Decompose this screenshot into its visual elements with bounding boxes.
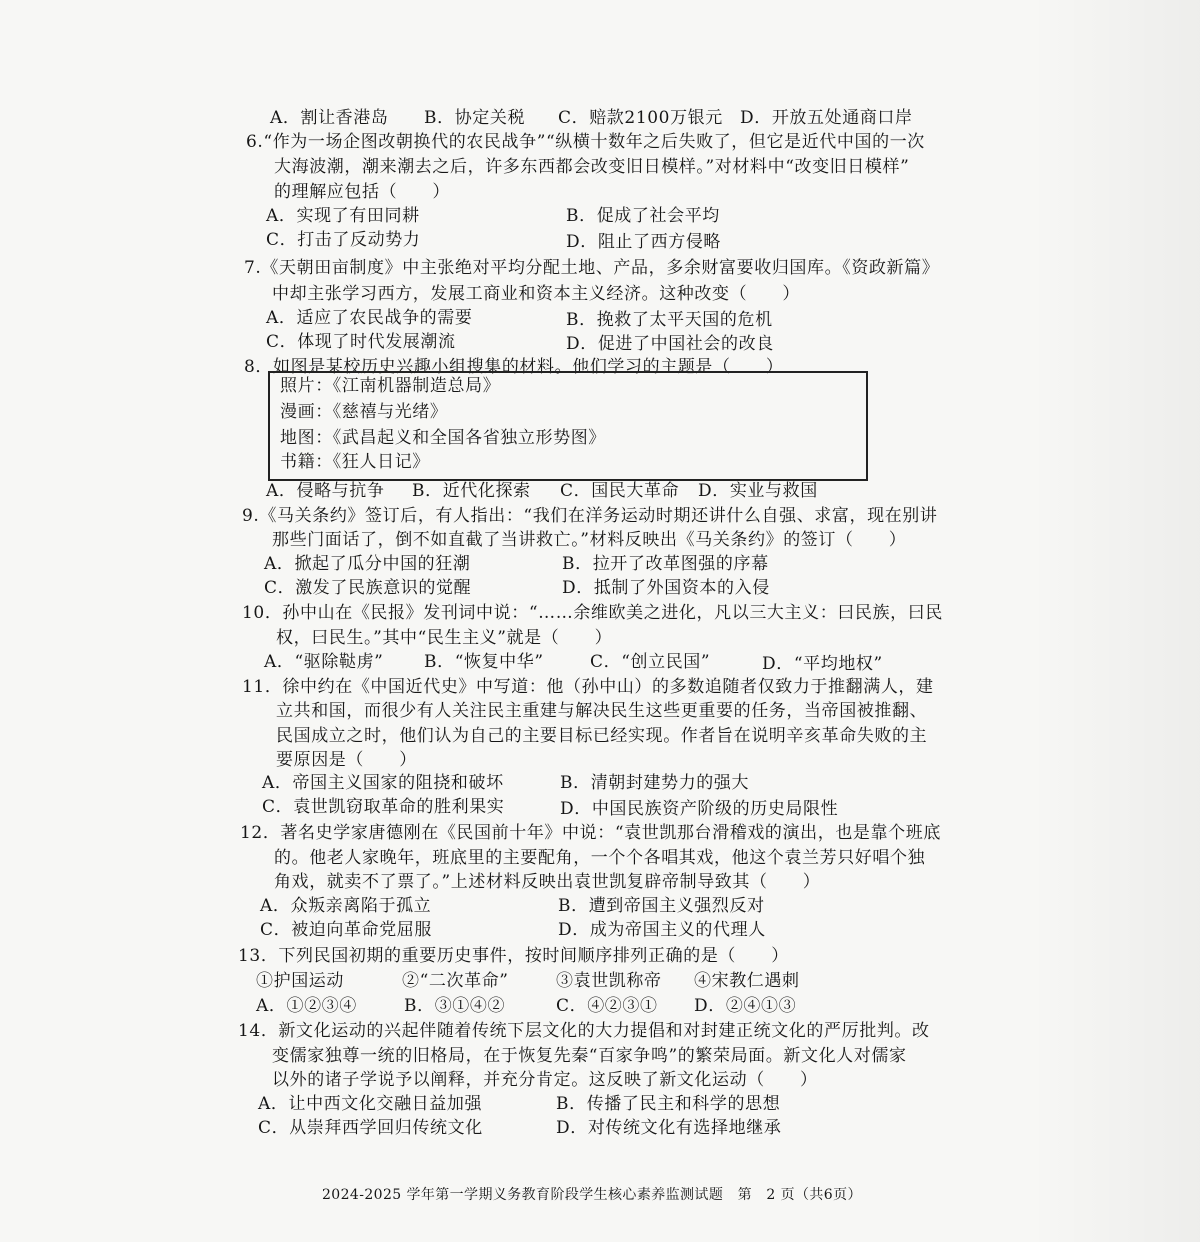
q12-stem-line-2: 的。他老人家晚年，班底里的主要配角，一个个各唱其戏，他这个袁兰芳只好唱个独 [274, 848, 926, 868]
q11-option-d: D．中国民族资产阶级的历史局限性 [560, 799, 839, 819]
q12-stem-line-1: 12．著名史学家唐德刚在《民国前十年》中说：“袁世凯那台滑稽戏的演出，也是靠个班底 [240, 823, 941, 843]
q13-event-2: ②“二次革命” [402, 971, 509, 991]
q11-stem-line-4: 要原因是（ ） [276, 750, 417, 770]
q14-stem-line-2: 变儒家独尊一统的旧格局，在于恢复先秦“百家争鸣”的繁荣局面。新文化人对儒家 [272, 1046, 907, 1066]
q10-option-b: B．“恢复中华” [424, 652, 544, 672]
q11-option-a: A．帝国主义国家的阻挠和破坏 [262, 773, 504, 793]
q12-stem-line-3: 角戏，就卖不了票了。”上述材料反映出袁世凯复辟帝制导致其（ ） [274, 872, 821, 892]
q10-option-c: C．“创立民国” [590, 652, 711, 672]
q13-option-b: B．③①④② [404, 996, 506, 1016]
q10-stem-line-2: 权，曰民生。”其中“民生主义”就是（ ） [276, 628, 613, 648]
q8-material-map: 地图：《武昌起义和全国各省独立形势图》 [280, 428, 606, 448]
q6-option-d: D．阻止了西方侵略 [566, 232, 722, 252]
q11-stem-line-1: 11．徐中约在《中国近代史》中写道：他（孙中山）的多数追随者仅致力于推翻满人，建 [242, 677, 934, 697]
q9-option-b: B．拉开了改革图强的序幕 [562, 554, 769, 574]
q8-material-cartoon: 漫画：《慈禧与光绪》 [280, 402, 448, 422]
q6-option-b: B．促成了社会平均 [566, 206, 720, 226]
q7-option-c: C．体现了时代发展潮流 [266, 332, 456, 352]
q8-option-c: C．国民大革命 [560, 481, 680, 501]
q11-option-c: C．袁世凯窃取革命的胜利果实 [262, 797, 505, 817]
q8-option-a: A．侵略与抗争 [266, 481, 385, 501]
q6-option-a: A．实现了有田同耕 [266, 206, 420, 226]
q5-option-c: C．赔款2100万银元 [558, 108, 723, 128]
q13-event-4: ④宋教仁遇刺 [694, 971, 800, 991]
q12-option-a: A．众叛亲离陷于孤立 [260, 896, 432, 916]
q8-option-b: B．近代化探索 [412, 481, 531, 501]
q8-material-book: 书籍：《狂人日记》 [280, 452, 430, 472]
q10-option-a: A．“驱除鞑虏” [264, 652, 384, 672]
q7-option-b: B．挽救了太平天国的危机 [566, 310, 773, 330]
q5-option-d: D．开放五处通商口岸 [740, 108, 913, 128]
q8-stem: 8．如图是某校历史兴趣小组搜集的材料。他们学习的主题是（ ） [244, 357, 784, 377]
q7-option-d: D．促进了中国社会的改良 [566, 334, 774, 354]
q14-option-b: B．传播了民主和科学的思想 [556, 1094, 781, 1114]
page-shadow [1030, 0, 1200, 1242]
q5-option-a: A．割让香港岛 [270, 108, 389, 128]
q9-option-d: D．抵制了外国资本的入侵 [562, 578, 770, 598]
q11-option-b: B．清朝封建势力的强大 [560, 773, 750, 793]
q9-option-c: C．激发了民族意识的觉醒 [264, 578, 472, 598]
q11-stem-line-2: 立共和国，而很少有人关注民主重建与解决民生这些更重要的任务，当帝国被推翻、 [276, 701, 928, 721]
q9-option-a: A．掀起了瓜分中国的狂潮 [264, 554, 471, 574]
q6-stem-line-2: 大海波潮，潮来潮去之后，许多东西都会改变旧日模样。”对材料中“改变旧日模样” [274, 157, 910, 177]
q13-option-d: D．②④①③ [694, 996, 797, 1016]
q10-stem-line-1: 10．孙中山在《民报》发刊词中说：“……余维欧美之进化，凡以三大主义：曰民族，曰民 [242, 603, 943, 623]
q12-option-d: D．成为帝国主义的代理人 [558, 920, 766, 940]
q7-stem-line-1: 7.《天朝田亩制度》中主张绝对平均分配土地、产品，多余财富要收归国库。《资政新篇》 [244, 258, 940, 278]
q12-option-c: C．被迫向革命党屈服 [260, 920, 433, 940]
q7-option-a: A．适应了农民战争的需要 [266, 308, 473, 328]
q13-event-3: ③袁世凯称帝 [556, 971, 662, 991]
q13-stem: 13．下列民国初期的重要历史事件，按时间顺序排列正确的是（ ） [238, 946, 789, 966]
q6-stem-line-3: 的理解应包括（ ） [274, 182, 450, 202]
q14-option-c: C．从崇拜西学回归传统文化 [258, 1118, 483, 1138]
q14-option-d: D．对传统文化有选择地继承 [556, 1118, 782, 1138]
q13-option-c: C．④②③① [556, 996, 658, 1016]
q9-stem-line-1: 9.《马关条约》签订后，有人指出：“我们在洋务运动时期还讲什么自强、求富，现在别讲 [242, 506, 938, 526]
q13-event-1: ①护国运动 [256, 971, 344, 991]
q5-option-b: B．协定关税 [424, 108, 526, 128]
q6-stem-line-1: 6.“作为一场企图改朝换代的农民战争”“纵横十数年之后失败了，但它是近代中国的一次 [246, 132, 925, 152]
q8-material-box [268, 371, 868, 481]
q9-stem-line-2: 那些门面话了，倒不如直截了当讲救亡。”材料反映出《马关条约》的签订（ ） [272, 530, 907, 550]
q8-option-d: D．实业与救国 [698, 481, 818, 501]
q10-option-d: D．“平均地权” [762, 654, 883, 674]
q14-stem-line-3: 以外的诸子学说予以阐释，并充分肯定。这反映了新文化运动（ ） [272, 1070, 818, 1090]
q11-stem-line-3: 民国成立之时，他们认为自己的主要目标已经实现。作者旨在说明辛亥革命失败的主 [276, 726, 928, 746]
q6-option-c: C．打击了反动势力 [266, 230, 421, 250]
q13-option-a: A．①②③④ [256, 996, 357, 1016]
q7-stem-line-2: 中却主张学习西方，发展工商业和资本主义经济。这种改变（ ） [272, 284, 800, 304]
page-footer: 2024-2025 学年第一学期义务教育阶段学生核心素养监测试题 第 2 页（共6页） [322, 1187, 862, 1203]
q8-material-photo: 照片：《江南机器制造总局》 [280, 376, 501, 396]
q12-option-b: B．遭到帝国主义强烈反对 [558, 896, 765, 916]
q14-stem-line-1: 14．新文化运动的兴起伴随着传统下层文化的大力提倡和对封建正统文化的严厉批判。改 [238, 1021, 930, 1041]
q14-option-a: A．让中西文化交融日益加强 [258, 1094, 483, 1114]
